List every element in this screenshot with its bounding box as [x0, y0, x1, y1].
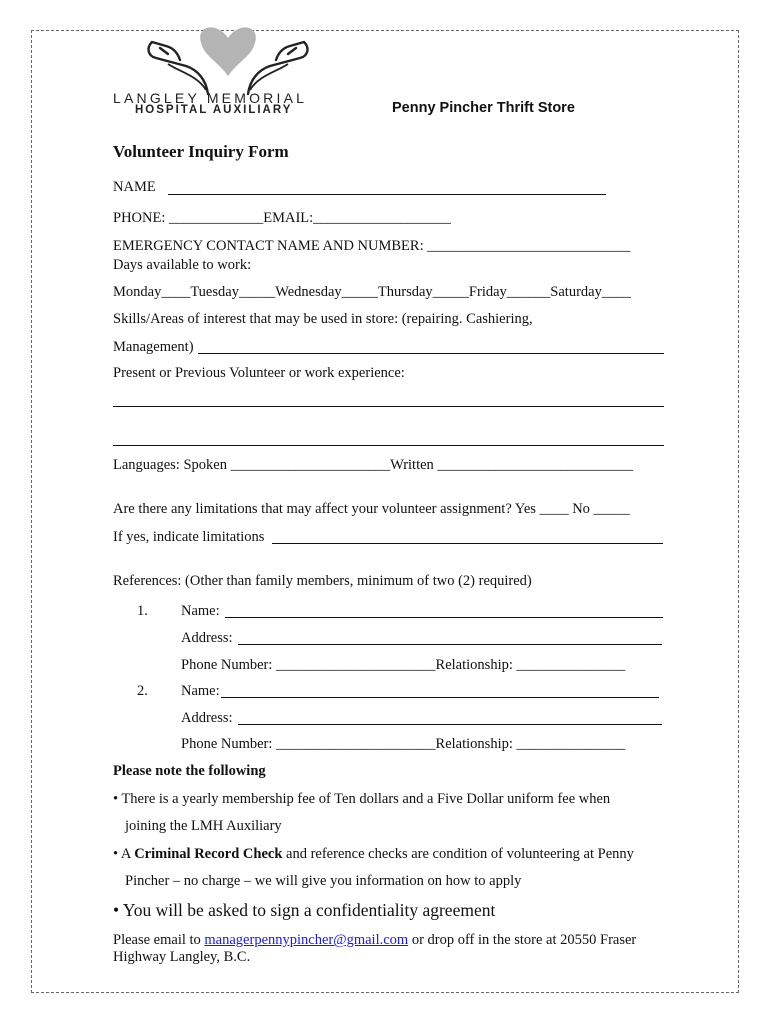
footer-post: or drop off in the store at 20550 Fraser [408, 932, 637, 948]
footer-line-2: Highway Langley, B.C. [113, 949, 251, 965]
form-title: Volunteer Inquiry Form [113, 142, 289, 161]
days-label: Days available to work: [113, 257, 252, 273]
skills-field[interactable] [198, 353, 664, 354]
experience-field-2[interactable] [113, 445, 664, 446]
reference-number: 1. [137, 603, 148, 619]
name-label: NAME [113, 179, 156, 195]
reference-phone-line[interactable]: Phone Number: ______________________Relationship: _______________ [181, 736, 626, 752]
logo-text-line1: LANGLEY MEMORIAL [113, 90, 308, 106]
languages-line[interactable]: Languages: Spoken ______________________Written ___________________________ [113, 457, 634, 473]
name-field[interactable] [168, 194, 606, 195]
logo-text-line2: HOSPITAL AUXILIARY [135, 104, 293, 116]
footer-line [113, 932, 636, 949]
note-text-continued: joining the LMH Auxiliary [125, 818, 282, 834]
note-item [113, 791, 610, 808]
bullet-icon: • [113, 900, 120, 920]
email-link[interactable]: managerpennypincher@gmail.com [204, 932, 409, 948]
reference-address-label: Address: [181, 710, 233, 726]
skills-label-2: Management) [113, 339, 194, 355]
limitations-if-label: If yes, indicate limitations [113, 529, 265, 545]
reference-address-label: Address: [181, 630, 233, 646]
reference-name-label: Name: [181, 683, 220, 699]
references-heading: References: (Other than family members, minimum of two (2) required) [113, 573, 532, 589]
experience-field-1[interactable] [113, 406, 664, 407]
limitations-field[interactable] [272, 543, 663, 544]
days-line[interactable]: Monday____Tuesday_____Wednesday_____Thursday_____Friday______Saturday____ [113, 284, 631, 300]
bullet-icon: • [113, 846, 119, 862]
emergency-contact-line[interactable]: EMERGENCY CONTACT NAME AND NUMBER: ____________________________ [113, 238, 631, 254]
reference-phone-line[interactable]: Phone Number: ______________________Relationship: _______________ [181, 657, 626, 673]
reference-name-label: Name: [181, 603, 220, 619]
notes-heading: Please note the following [113, 763, 266, 779]
experience-label: Present or Previous Volunteer or work experience: [113, 365, 405, 381]
reference-number: 2. [137, 683, 148, 699]
reference-address-field[interactable] [238, 644, 662, 645]
note-text-post: and reference checks are condition of volunteering at Penny [282, 846, 634, 862]
limitations-question[interactable]: Are there any limitations that may affect your volunteer assignment? Yes ____ No _____ [113, 501, 630, 517]
note-item [113, 900, 495, 920]
note-text-pre: A [120, 846, 135, 862]
note-text-continued: Pincher – no charge – we will give you information on how to apply [125, 873, 522, 889]
reference-name-field[interactable] [221, 697, 659, 698]
footer-pre: Please email to [113, 932, 205, 948]
skills-label: Skills/Areas of interest that may be used in store: (repairing. Cashiering, [113, 311, 533, 327]
bullet-icon: • [113, 791, 119, 807]
note-text: There is a yearly membership fee of Ten dollars and a Five Dollar uniform fee when [121, 791, 611, 807]
note-text-bold: Criminal Record Check [134, 846, 283, 862]
note-text: You will be asked to sign a confidentiality agreement [122, 900, 496, 920]
reference-address-field[interactable] [238, 724, 662, 725]
reference-name-field[interactable] [225, 617, 663, 618]
note-item [113, 846, 634, 863]
store-name: Penny Pincher Thrift Store [392, 100, 575, 116]
phone-email-line[interactable]: PHONE: _____________EMAIL:___________________ [113, 210, 451, 226]
